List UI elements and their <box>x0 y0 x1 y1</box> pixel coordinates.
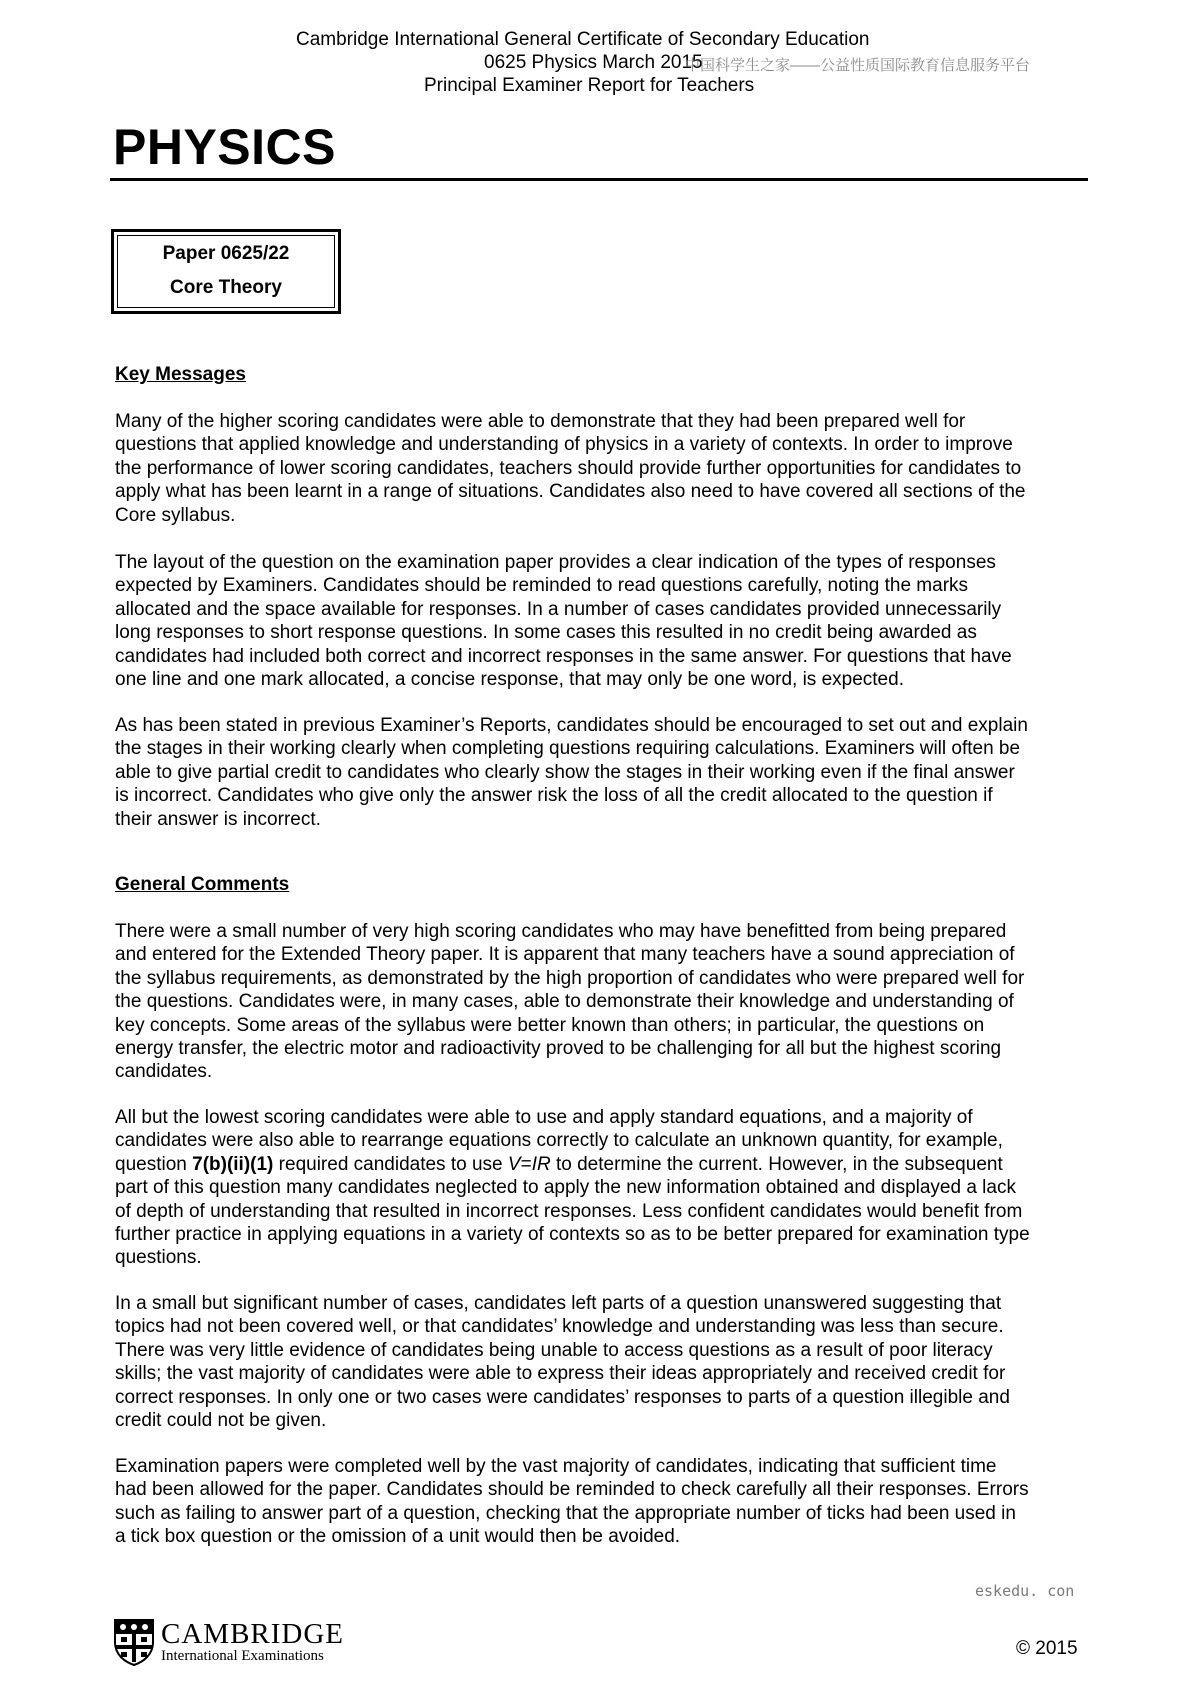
text-line: part of this question many candidates neglected to apply the new information obtained and displayed a lack <box>115 1177 1016 1199</box>
text-line: credit could not be given. <box>115 1410 327 1432</box>
text-line: a tick box question or the omission of a unit would then be avoided. <box>115 1526 681 1548</box>
text-line: skills; the vast majority of candidates were able to express their ideas appropriately and received credit for <box>115 1363 1006 1385</box>
text-line: of depth of understanding that resulted in incorrect responses. Less confident candidates would benefit from <box>115 1200 1023 1222</box>
text-line: In a small but significant number of cases, candidates left parts of a question unanswered suggesting that <box>115 1293 1002 1314</box>
text-fragment: question <box>115 1153 193 1175</box>
text-line: candidates. <box>115 1061 213 1083</box>
logo-name: CAMBRIDGE <box>161 1618 345 1650</box>
text-line: the questions. Candidates were, in many cases, able to demonstrate their knowledge and understanding of <box>115 991 1014 1013</box>
equation-symbol-v: V <box>507 1153 521 1175</box>
text-line-with-equation <box>115 1153 1090 1176</box>
header-line-2: 0625 Physics March 2015 <box>484 52 703 73</box>
text-line: Examination papers were completed well by the vast majority of candidates, indicating that sufficient time <box>115 1456 997 1477</box>
text-line: correct responses. In only one or two cases were candidates’ responses to parts of a question illegible and <box>115 1386 1010 1408</box>
key-messages-paragraph-1 <box>115 410 1090 527</box>
paper-box <box>111 229 341 314</box>
key-messages-heading: Key Messages <box>115 364 246 385</box>
text-line: There was very little evidence of candidates being unable to access questions as a result of poor literacy <box>115 1339 993 1361</box>
text-line: further practice in applying equations in a variety of contexts so as to be better prepared for examination type <box>115 1224 1030 1246</box>
text-line: There were a small number of very high scoring candidates who may have benefitted from being prepared <box>115 921 1007 942</box>
paper-component: Core Theory <box>170 277 282 298</box>
text-line: questions. <box>115 1247 202 1269</box>
text-line: topics had not been covered well, or that candidates’ knowledge and understanding was less than secure. <box>115 1316 1004 1338</box>
text-line: The layout of the question on the examination paper provides a clear indication of the types of responses <box>115 552 996 573</box>
text-line: Many of the higher scoring candidates were able to demonstrate that they had been prepared well for <box>115 411 966 432</box>
paper-number: Paper 0625/22 <box>162 243 290 264</box>
text-line: and entered for the Extended Theory paper. It is apparent that many teachers have a sound appreciation of <box>115 944 1015 966</box>
text-line: expected by Examiners. Candidates should be reminded to read questions carefully, noting the marks <box>115 575 969 597</box>
cambridge-shield-icon <box>113 1618 155 1666</box>
cambridge-logo <box>113 1618 393 1666</box>
text-line: key concepts. Some areas of the syllabus were better known than others; in particular, the questions on <box>115 1014 985 1036</box>
general-comments-paragraph-1 <box>115 920 1090 1084</box>
general-comments-heading: General Comments <box>115 874 290 895</box>
text-line: allocated and the space available for responses. In a number of cases candidates provided unnecessarily <box>115 598 1002 620</box>
text-line: able to give partial credit to candidates who clearly show the stages in their working even if the final answer <box>115 761 1015 783</box>
text-line: questions that applied knowledge and understanding of physics in a variety of contexts. In order to improve <box>115 434 1013 456</box>
title-rule <box>110 178 1088 181</box>
text-line: the stages in their working clearly when completing questions requiring calculations. Examiners will often be <box>115 738 1021 760</box>
text-line: Core syllabus. <box>115 504 236 526</box>
footer-site-text: eskedu. con <box>975 1582 1075 1600</box>
equation-symbol-ir: IR <box>531 1153 551 1175</box>
key-messages-paragraph-3 <box>115 714 1090 831</box>
equation-equals: = <box>520 1153 532 1175</box>
text-line: the syllabus requirements, as demonstrated by the high proportion of candidates who were prepared well for <box>115 967 1025 989</box>
text-line: the performance of lower scoring candidates, teachers should provide further opportunities for candidates to <box>115 457 1022 479</box>
text-fragment: to determine the current. However, in the subsequent <box>550 1153 1003 1175</box>
text-line: their answer is incorrect. <box>115 808 321 830</box>
text-line: candidates had included both correct and incorrect responses in the same answer. For questions that have <box>115 645 1012 667</box>
text-line: candidates were also able to rearrange equations correctly to calculate an unknown quantity, for example, <box>115 1130 1003 1152</box>
question-reference: 7(b)(ii)(1) <box>192 1153 274 1175</box>
text-line: had been allowed for the paper. Candidates should be reminded to check carefully all their responses. Errors <box>115 1479 1029 1501</box>
general-comments-paragraph-4 <box>115 1455 1090 1549</box>
header-line-1: Cambridge International General Certificate of Secondary Education <box>296 29 870 50</box>
text-line: is incorrect. Candidates who give only the answer risk the loss of all the credit allocated to the question if <box>115 785 993 807</box>
text-line: such as failing to answer part of a question, checking that the appropriate number of ticks had been used in <box>115 1502 1016 1524</box>
logo-subtitle: International Examinations <box>161 1648 324 1664</box>
text-line: All but the lowest scoring candidates were able to use and apply standard equations, and a majority of <box>115 1107 973 1128</box>
text-line: apply what has been learnt in a range of situations. Candidates also need to have covered all sections of the <box>115 481 1026 503</box>
text-line: long responses to short response questions. In some cases this resulted in no credit being awarded as <box>115 622 977 644</box>
text-line: energy transfer, the electric motor and radioactivity proved to be challenging for all but the highest scoring <box>115 1038 1002 1060</box>
text-fragment: required candidates to use <box>273 1153 508 1175</box>
key-messages-paragraph-2 <box>115 551 1090 691</box>
text-line: As has been stated in previous Examiner’s Reports, candidates should be encouraged to set out and explain <box>115 715 1028 736</box>
general-comments-paragraph-3 <box>115 1292 1090 1432</box>
text-line: one line and one mark allocated, a concise response, that may only be one word, is expected. <box>115 669 904 691</box>
page-title: PHYSICS <box>113 119 337 175</box>
header-line-3: Principal Examiner Report for Teachers <box>424 75 755 96</box>
copyright-text: © 2015 <box>1016 1638 1078 1659</box>
general-comments-paragraph-2 <box>115 1106 1090 1270</box>
watermark-text: 中国科学生之家——公益性质国际教育信息服务平台 <box>685 57 1031 74</box>
